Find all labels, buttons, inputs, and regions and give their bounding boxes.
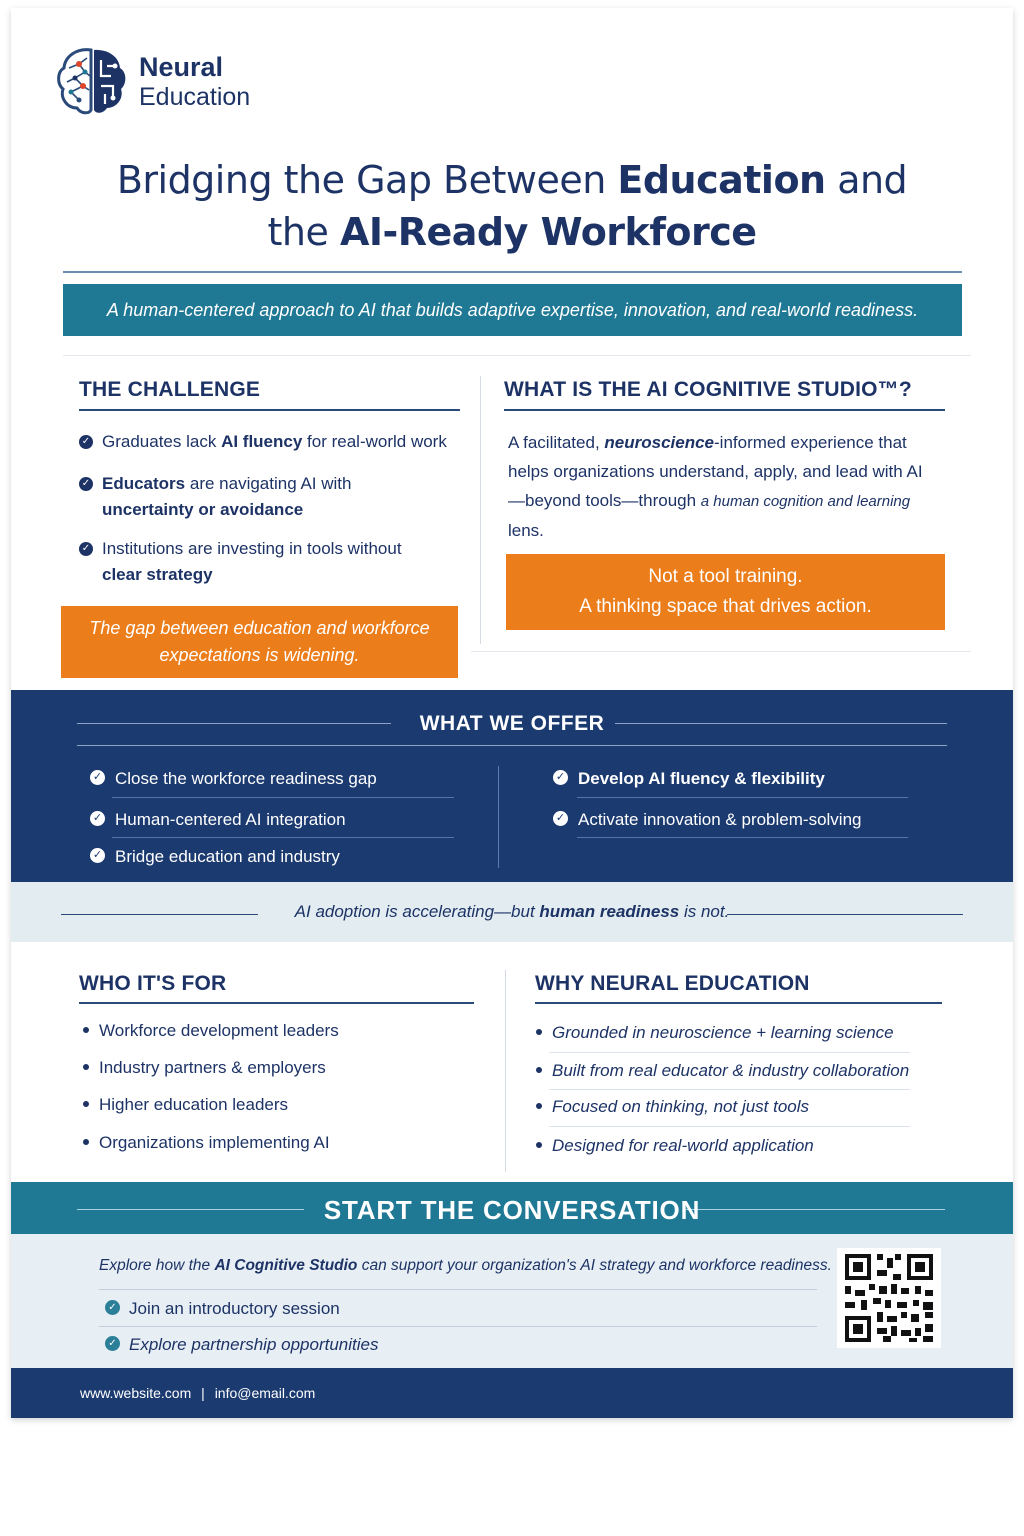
who-item: Higher education leaders (83, 1093, 288, 1117)
cta-banner (11, 1182, 1013, 1234)
cta-separator (99, 1289, 817, 1290)
check-circle-icon: ✓ (79, 435, 93, 449)
studio-underline (504, 409, 945, 411)
challenge-callout: The gap between education and workforce expectations is widening. (61, 606, 458, 678)
bullet-dot-icon (83, 1101, 89, 1107)
bullet-dot-icon (83, 1064, 89, 1070)
section-divider (471, 651, 971, 652)
check-circle-icon: ✓ (79, 542, 93, 556)
accent-statement: AI adoption is accelerating—but human readiness is not. (294, 902, 730, 921)
who-item: Workforce development leaders (83, 1019, 339, 1043)
bullet-dot-icon (83, 1139, 89, 1145)
offer-separator (112, 837, 454, 838)
check-circle-icon: ✓ (90, 811, 105, 826)
why-separator (549, 1052, 910, 1053)
footer-separator: | (201, 1385, 205, 1401)
cta-section (11, 1234, 1013, 1368)
why-separator (549, 1126, 910, 1127)
offer-item: ✓ Bridge education and industry (90, 846, 340, 868)
who-item: Organizations implementing AI (83, 1131, 330, 1155)
offer-item: ✓ Human-centered AI integration (90, 809, 346, 831)
bullet-dot-icon (536, 1103, 542, 1109)
brand-name-line1: Neural (139, 52, 224, 82)
brain-logo-icon (55, 46, 129, 116)
check-circle-icon: ✓ (90, 848, 105, 863)
check-circle-icon: ✓ (105, 1336, 120, 1351)
offer-heading: WHAT WE OFFER (419, 712, 605, 735)
why-underline (535, 1002, 942, 1004)
challenge-underline (79, 409, 460, 411)
tagline-banner: A human-centered approach to AI that builds adaptive expertise, innovation, and real-world readiness. (63, 284, 962, 336)
page-title: Bridging the Gap Between Education and the AI-Ready Workforce (116, 158, 908, 254)
why-item: Grounded in neuroscience + learning science (536, 1021, 894, 1045)
title-divider (63, 271, 962, 273)
qr-code-icon[interactable] (837, 1248, 941, 1348)
studio-description: A facilitated, neuroscience-informed experience that helps organizations understand, apply, and lead with AI—beyond tools—through a human cognition and learning lens. (508, 433, 923, 540)
accent-strip (11, 882, 1013, 942)
bullet-dot-icon (536, 1142, 542, 1148)
column-divider (480, 376, 481, 644)
offer-item: ✓ Close the workforce readiness gap (90, 768, 377, 790)
offer-separator (577, 797, 908, 798)
column-divider (505, 970, 506, 1172)
check-circle-icon: ✓ (553, 811, 568, 826)
bullet-dot-icon (536, 1029, 542, 1035)
offer-separator (577, 837, 908, 838)
offer-separator (112, 797, 454, 798)
offer-column-divider (498, 766, 499, 868)
studio-callout-line2: A thinking space that drives action. (579, 596, 872, 617)
cta-join-session[interactable]: ✓ Join an introductory session (105, 1299, 340, 1319)
flyer-page (11, 8, 1013, 1418)
challenge-heading: THE CHALLENGE (79, 378, 261, 401)
offer-item: ✓ Develop AI fluency & flexibility (553, 768, 825, 790)
check-circle-icon: ✓ (105, 1300, 120, 1315)
cta-separator (99, 1326, 817, 1327)
who-item: Industry partners & employers (83, 1056, 326, 1080)
why-separator (549, 1089, 910, 1090)
why-heading: WHY NEURAL EDUCATION (535, 972, 810, 995)
brand-name-line2: Education (139, 83, 251, 111)
footer (11, 1368, 1013, 1418)
section-divider (63, 355, 971, 356)
offer-item: ✓ Activate innovation & problem-solving (553, 809, 861, 831)
studio-callout (506, 554, 945, 630)
offer-section (11, 690, 1013, 882)
who-underline (79, 1002, 474, 1004)
check-circle-icon: ✓ (553, 770, 568, 785)
challenge-item: ✓ Graduates lack AI fluency for real-world work (79, 429, 459, 459)
check-circle-icon: ✓ (79, 477, 93, 491)
footer-contact (80, 1385, 315, 1401)
why-item: Built from real educator & industry collaboration (536, 1059, 909, 1083)
cta-explore-partnership[interactable]: ✓ Explore partnership opportunities (105, 1335, 378, 1355)
check-circle-icon: ✓ (90, 770, 105, 785)
studio-callout-line1: Not a tool training. (648, 566, 803, 587)
studio-heading: WHAT IS THE AI COGNITIVE STUDIO™? (504, 378, 912, 401)
offer-rule-bottom (77, 745, 947, 746)
email-link[interactable]: info@email.com (214, 1385, 316, 1401)
who-heading: WHO IT'S FOR (79, 972, 227, 995)
cta-heading: START THE CONVERSATION (323, 1195, 701, 1225)
why-item: Designed for real-world application (536, 1134, 814, 1158)
cta-description: Explore how the AI Cognitive Studio can support your organization's AI strategy and workforce readiness. (99, 1257, 832, 1274)
website-link[interactable]: www.website.com (80, 1385, 192, 1401)
challenge-item: ✓ Educators are navigating AI with uncertainty or avoidance (79, 471, 459, 523)
bullet-dot-icon (83, 1027, 89, 1033)
bullet-dot-icon (536, 1067, 542, 1073)
challenge-item: ✓ Institutions are investing in tools without clear strategy (79, 536, 459, 588)
why-item: Focused on thinking, not just tools (536, 1095, 809, 1119)
